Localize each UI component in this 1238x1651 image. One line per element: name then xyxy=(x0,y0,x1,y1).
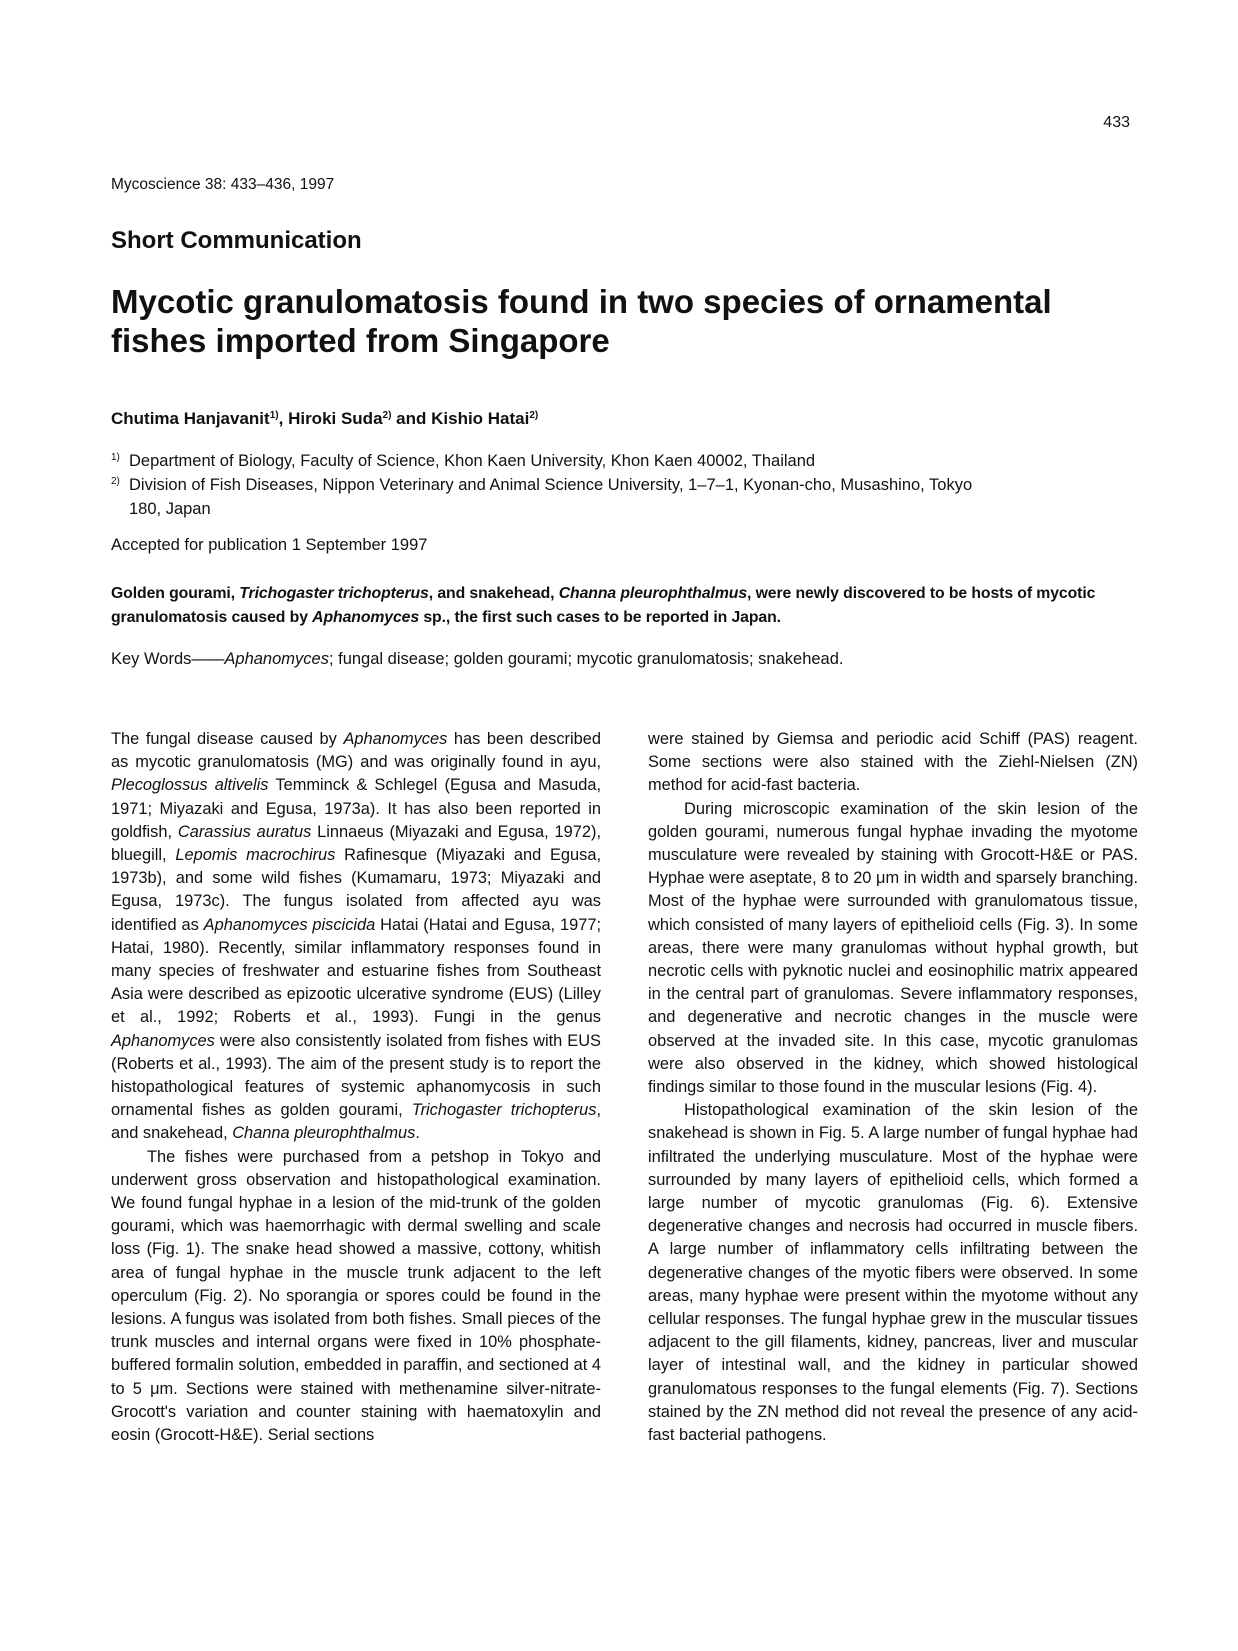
text-run: were also consistently isolated from fishes with EUS (Roberts et al., 1993). The aim of the present study is to report the histopathological features of systemic aphanomycosis in such ornamental fishes as golden gourami, xyxy=(111,1031,601,1120)
author-separator: and xyxy=(391,409,432,428)
author-list xyxy=(111,409,538,429)
text-run: sp., the first such cases to be reported in Japan. xyxy=(419,609,781,626)
text-run: , and snakehead, xyxy=(111,1101,601,1143)
text-run: Rafinesque (Miyazaki and Egusa, 1973b), and some wild fishes (Kumamaru, 1973; Miyazaki and Egusa, 1973c). The fungus isolated from affected ayu was identified as xyxy=(111,846,601,934)
italic-text-run: Aphanomyces xyxy=(111,1031,215,1050)
author-name: Hiroki Suda xyxy=(288,409,383,428)
section-label: Short Communication xyxy=(111,227,362,254)
paragraph xyxy=(111,728,601,1146)
text-run: Key Words—— xyxy=(111,650,225,668)
italic-text-run: Trichogaster trichopterus xyxy=(411,1101,597,1120)
author-affiliation-mark: 2) xyxy=(382,410,392,421)
italic-text-run: Aphanomyces piscicida xyxy=(203,915,376,934)
text-run: Linnaeus (Miyazaki and Egusa, 1972), bluegill, xyxy=(111,822,602,865)
author-affiliation-mark: 2) xyxy=(529,410,539,421)
paragraph xyxy=(648,1099,1138,1447)
text-run: Histopathological examination of the skin lesion of the snakehead is shown in Fig. 5. A large number of fungal hyphae had infiltrated the underlying musculature. Most of the hyphae were surrounded by many layers of epithelioid cells, which formed a large number of mycotic granulomas (Fig. 6). Extensive degenerative changes and necrosis had occurred in muscle fibers. A large number of inflammatory cells infiltrating between the degenerative changes of the myotic fibers were observed. In some areas, many hyphae were present within the myotome without any cellular responses. The fungal hyphae grew in the muscular tissues adjacent to the gill filaments, kidney, pancreas, liver and muscular layer of intestinal wall, and the kidney in particular showed granulomatous responses to the fungal elements (Fig. 7). Sections stained by the ZN method did not reveal the presence of any acid-fast bacterial pathogens. xyxy=(648,1101,1138,1445)
italic-text-run: Aphanomyces xyxy=(312,609,420,626)
affiliation-continuation: 180, Japan xyxy=(129,500,211,518)
text-run: ; fungal disease; golden gourami; mycotic granulomatosis; snakehead. xyxy=(328,650,844,668)
paper-title: Mycotic granulomatosis found in two species of ornamental fishes imported from Singapore xyxy=(111,283,1052,359)
keywords xyxy=(111,650,1141,669)
italic-text-run: Aphanomyces xyxy=(343,730,448,748)
affiliation-mark: 1) xyxy=(111,452,120,463)
affiliation-mark: 2) xyxy=(111,476,120,487)
italic-text-run: Lepomis macrochirus xyxy=(175,846,336,865)
italic-text-run: Channa pleurophthalmus xyxy=(232,1124,416,1143)
author-affiliation-mark: 1) xyxy=(269,410,279,421)
text-run: , and snakehead, xyxy=(428,585,559,602)
affiliation-2 xyxy=(111,470,1141,521)
page-number: 433 xyxy=(1103,114,1130,131)
text-run: , were newly discovered to be hosts of mycotic granulomatosis caused by xyxy=(111,585,1096,626)
text-run: The fishes were purchased from a petshop in Tokyo and underwent gross observation and histopathological examination. We found fungal hyphae in a lesion of the mid-trunk of the golden gourami, which was haemorrhagic with dermal swelling and scale loss (Fig. 1). The snake head showed a massive, cottony, whitish area of fungal hyphae in the muscle trunk adjacent to the left operculum (Fig. 2). No sporangia or spores could be found in the lesions. A fungus was isolated from both fishes. Small pieces of the trunk muscles and internal organs were fixed in 10% phosphate-buffered formalin solution, embedded in paraffin, and sectioned at 4 to 5 μm. Sections were stained with methenamine silver-nitrate-Grocott's variation and counter staining with haematoxylin and eosin (Grocott-H&E). Serial sections xyxy=(111,1147,601,1445)
paragraph xyxy=(648,798,1138,1100)
abstract xyxy=(111,582,1141,630)
text-run: The fungal disease caused by xyxy=(111,730,344,748)
italic-text-run: Aphanomyces xyxy=(224,650,329,668)
author-name: Kishio Hatai xyxy=(431,409,530,428)
text-run: were stained by Giemsa and periodic acid Schiff (PAS) reagent. Some sections were also stained with the Ziehl-Nielsen (ZN) method for acid-fast bacteria. xyxy=(648,730,1138,795)
author-name: Chutima Hanjavanit xyxy=(111,409,270,428)
italic-text-run: Trichogaster trichopterus xyxy=(239,585,429,602)
affiliation-text: Department of Biology, Faculty of Science, Khon Kaen University, Khon Kaen 40002, Thailand xyxy=(129,452,816,470)
author-separator: , xyxy=(278,409,289,428)
italic-text-run: Plecoglossus altivelis xyxy=(111,776,269,795)
text-run: Hatai (Hatai and Egusa, 1977; Hatai, 1980). Recently, similar inflammatory responses found in many species of freshwater and estuarine fishes from Southeast Asia were described as epizootic ulcerative syndrome (EUS) (Lilley et al., 1992; Roberts et al., 1993). Fungi in the genus xyxy=(111,915,601,1027)
body-column-right xyxy=(648,728,1138,1447)
paragraph xyxy=(111,1146,601,1448)
journal-reference: Mycoscience 38: 433–436, 1997 xyxy=(111,176,335,193)
text-run: has been described as mycotic granulomatosis (MG) and was originally found in ayu, xyxy=(111,730,601,772)
affiliation-text: Division of Fish Diseases, Nippon Veterinary and Animal Science University, 1–7–1, Kyonan-cho, Musashino, Tokyo xyxy=(129,476,973,494)
text-run: . xyxy=(415,1124,420,1143)
text-run: Temminck & Schlegel (Egusa and Masuda, 1971; Miyazaki and Egusa, 1973a). It has also been reported in goldfish, xyxy=(111,776,601,841)
body-column-left xyxy=(111,728,601,1447)
paragraph xyxy=(648,728,1138,798)
italic-text-run: Carassius auratus xyxy=(177,822,312,841)
text-run: During microscopic examination of the skin lesion of the golden gourami, numerous fungal hyphae invading the myotome musculature were revealed by staining with Grocott-H&E or PAS. Hyphae were aseptate, 8 to 20 μm in width and sparsely branching. Most of the hyphae were surrounded with granulomatous tissue, which consisted of many layers of epithelioid cells (Fig. 3). In some areas, there were many granulomas without hyphal growth, but necrotic cells with pyknotic nuclei and eosinophilic matrix appeared in the central part of granulomas. Severe inflammatory responses, and degenerative and necrotic changes in the muscle were observed at the invaded site. In this case, mycotic granulomas were also observed in the kidney, which showed histological findings similar to those found in the muscular lesions (Fig. 4). xyxy=(648,799,1138,1097)
text-run: Golden gourami, xyxy=(111,585,240,602)
affiliation-1 xyxy=(111,446,1141,473)
italic-text-run: Channa pleurophthalmus xyxy=(558,585,747,602)
acceptance-note: Accepted for publication 1 September 1997 xyxy=(111,536,428,554)
